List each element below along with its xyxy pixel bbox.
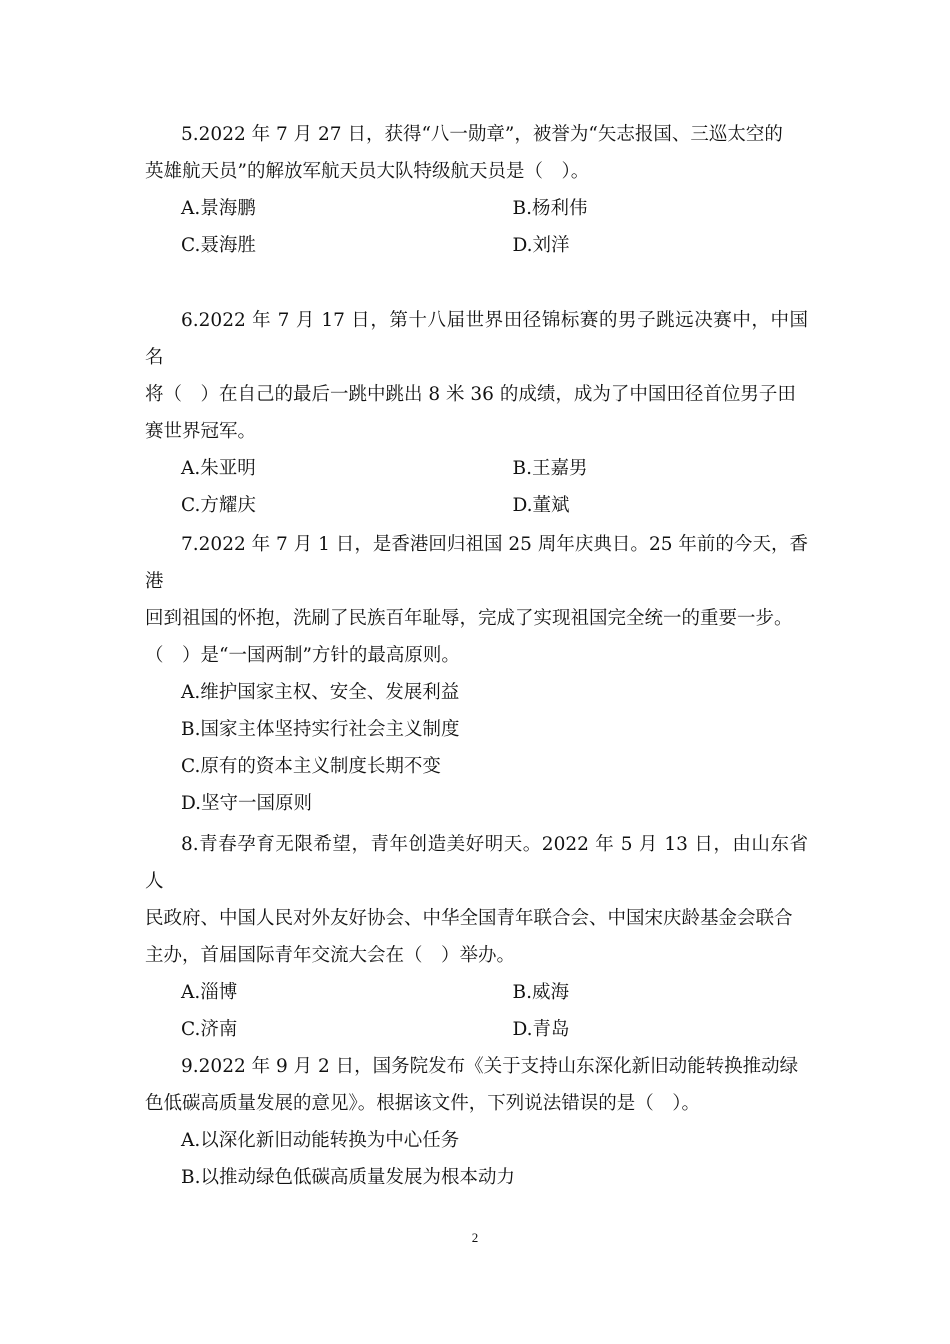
options xyxy=(145,674,808,822)
option-a: A.淄博 xyxy=(181,982,238,1003)
stem-line: 6.2022 年 7 月 17 日，第十八届世界田径锦标赛的男子跳远决赛中，中国名 xyxy=(145,310,808,368)
option-c: C.聂海胜 xyxy=(181,235,256,256)
question-9 xyxy=(145,1048,808,1196)
question-7 xyxy=(145,526,808,822)
stem-line: 民政府、中国人民对外友好协会、中华全国青年联合会、中国宋庆龄基金会联合 xyxy=(145,908,793,929)
options xyxy=(145,450,808,524)
option-a: A.维护国家主权、安全、发展利益 xyxy=(181,682,460,703)
option-a: A.景海鹏 xyxy=(181,198,256,219)
stem-line: 8.青春孕育无限希望，青年创造美好明天。2022 年 5 月 13 日，由山东省人 xyxy=(145,834,808,892)
option-d: D.刘洋 xyxy=(512,235,570,256)
options xyxy=(145,974,808,1048)
stem-line: 主办，首届国际青年交流大会在（ ）举办。 xyxy=(145,945,516,966)
question-8 xyxy=(145,826,808,1048)
option-a: A.以深化新旧动能转换为中心任务 xyxy=(181,1130,460,1151)
option-b: B.王嘉男 xyxy=(512,458,588,479)
options xyxy=(145,190,808,264)
option-d: D.坚守一国原则 xyxy=(181,793,313,814)
option-c: C.济南 xyxy=(181,1019,238,1040)
option-b: B.威海 xyxy=(512,982,569,1003)
option-c: C.方耀庆 xyxy=(181,495,256,516)
stem-line: 5.2022 年 7 月 27 日，获得“八一勋章”，被誉为“矢志报国、三巡太空的 xyxy=(181,124,783,145)
stem-line: （ ）是“一国两制”方针的最高原则。 xyxy=(145,645,460,666)
question-stem xyxy=(145,826,808,974)
option-d: D.青岛 xyxy=(512,1019,570,1040)
options xyxy=(145,1122,808,1196)
page-number: 2 xyxy=(471,1230,479,1245)
question-stem xyxy=(145,1048,808,1122)
option-b: B.杨利伟 xyxy=(512,198,588,219)
option-d: D.董斌 xyxy=(512,495,570,516)
stem-line: 色低碳高质量发展的意见》。根据该文件，下列说法错误的是（ ）。 xyxy=(145,1093,701,1114)
stem-line: 9.2022 年 9 月 2 日，国务院发布《关于支持山东深化新旧动能转换推动绿 xyxy=(181,1056,799,1077)
question-6 xyxy=(145,302,808,524)
stem-line: 7.2022 年 7 月 1 日，是香港回归祖国 25 周年庆典日。25 年前的今天，香港 xyxy=(145,534,808,592)
option-b: B.国家主体坚持实行社会主义制度 xyxy=(181,719,460,740)
question-stem xyxy=(145,526,808,674)
stem-line: 回到祖国的怀抱，洗刷了民族百年耻辱，完成了实现祖国完全统一的重要一步。 xyxy=(145,608,793,629)
stem-line: 将（ ）在自己的最后一跳中跳出 8 米 36 的成绩，成为了中国田径首位男子田 xyxy=(145,384,796,405)
stem-line: 英雄航天员”的解放军航天员大队特级航天员是（ ）。 xyxy=(145,161,590,182)
option-a: A.朱亚明 xyxy=(181,458,256,479)
question-stem xyxy=(145,116,808,190)
option-c: C.原有的资本主义制度长期不变 xyxy=(181,756,441,777)
question-stem xyxy=(145,302,808,450)
stem-line: 赛世界冠军。 xyxy=(145,421,257,442)
question-5 xyxy=(145,116,808,264)
option-b: B.以推动绿色低碳高质量发展为根本动力 xyxy=(181,1167,515,1188)
